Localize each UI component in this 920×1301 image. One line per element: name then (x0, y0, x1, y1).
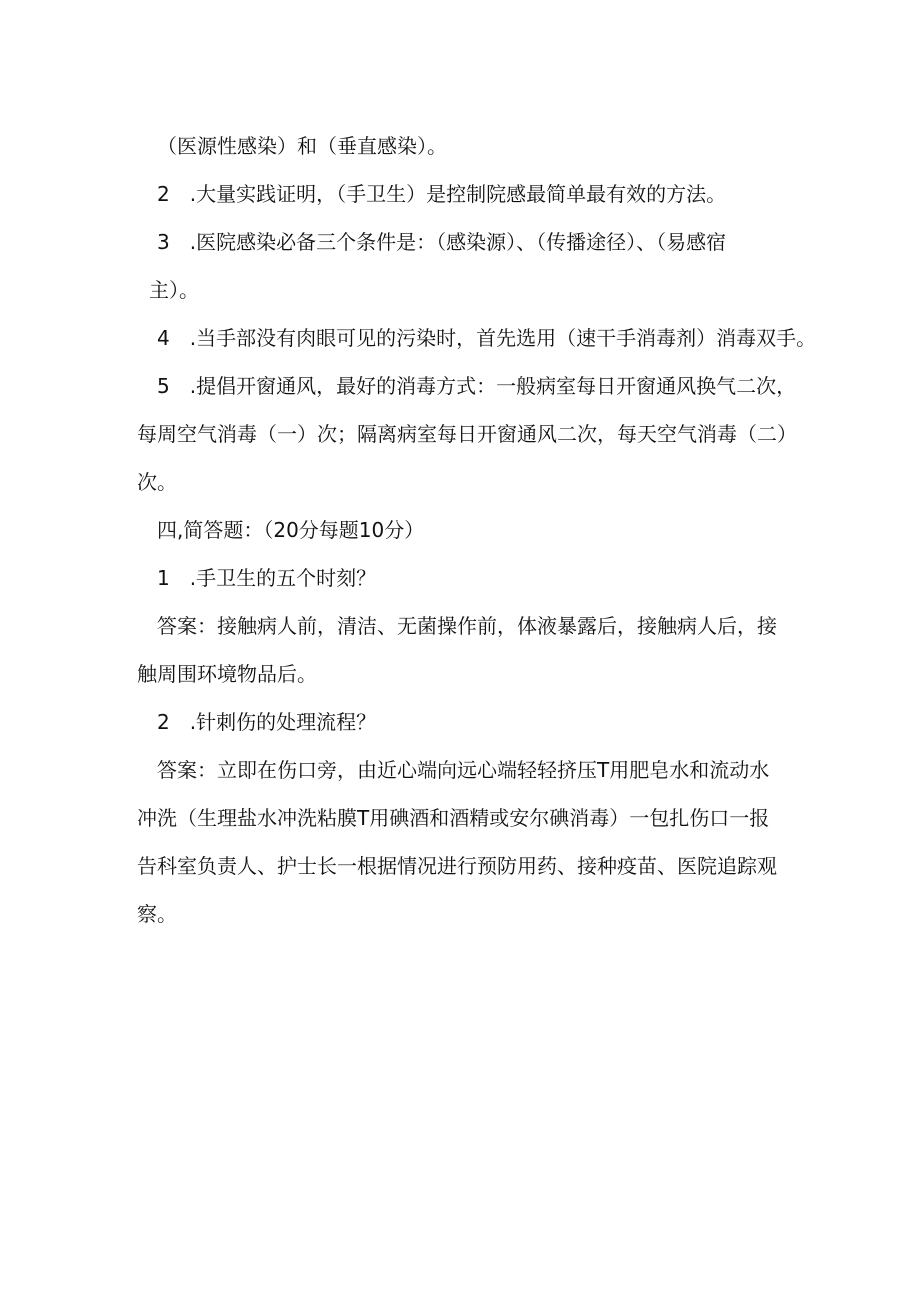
text-line: 冲洗（生理盐水冲洗粘膜T用碘酒和酒精或安尔碘消毒）一包扎伤口一报 (137, 806, 770, 830)
text-line: 每周空气消毒（一）次；隔离病室每日开窗通风二次，每天空气消毒（二） (137, 422, 797, 446)
document-body (137, 122, 817, 938)
section-heading: 四,简答题：（20分每题10分） (157, 518, 425, 542)
text-line: 告科室负责人、护士长一根据情况进行预防用药、接种疫苗、医院追踪观 (137, 854, 777, 878)
text-line: 次。 (137, 470, 177, 494)
text-line: 3 .医院感染必备三个条件是：（感染源）、（传播途径）、（易感宿 (157, 230, 727, 254)
text-line: 4 .当手部没有肉眼可见的污染时，首先选用（速干手消毒剂）消毒双手。 (157, 326, 817, 350)
answer-line: 答案：接触病人前，清洁、无菌操作前，体液暴露后，接触病人后，接 (157, 614, 777, 638)
answer-line: 答案：立即在伤口旁，由近心端向远心端轻轻挤压T用肥皂水和流动水 (157, 758, 770, 782)
text-line: 5 .提倡开窗通风，最好的消毒方式：一般病室每日开窗通风换气二次， (157, 374, 797, 398)
text-line: 触周围环境物品后。 (137, 662, 317, 686)
text-line: （医源性感染）和（垂直感染）。 (157, 134, 447, 158)
question-line: 2 .针刺伤的处理流程？ (157, 710, 377, 734)
text-line: 2 .大量实践证明，（手卫生）是控制院感最简单最有效的方法。 (157, 182, 727, 206)
question-line: 1 .手卫生的五个时刻？ (157, 566, 377, 590)
text-line: 主）。 (149, 278, 199, 302)
text-line: 察。 (137, 902, 177, 926)
